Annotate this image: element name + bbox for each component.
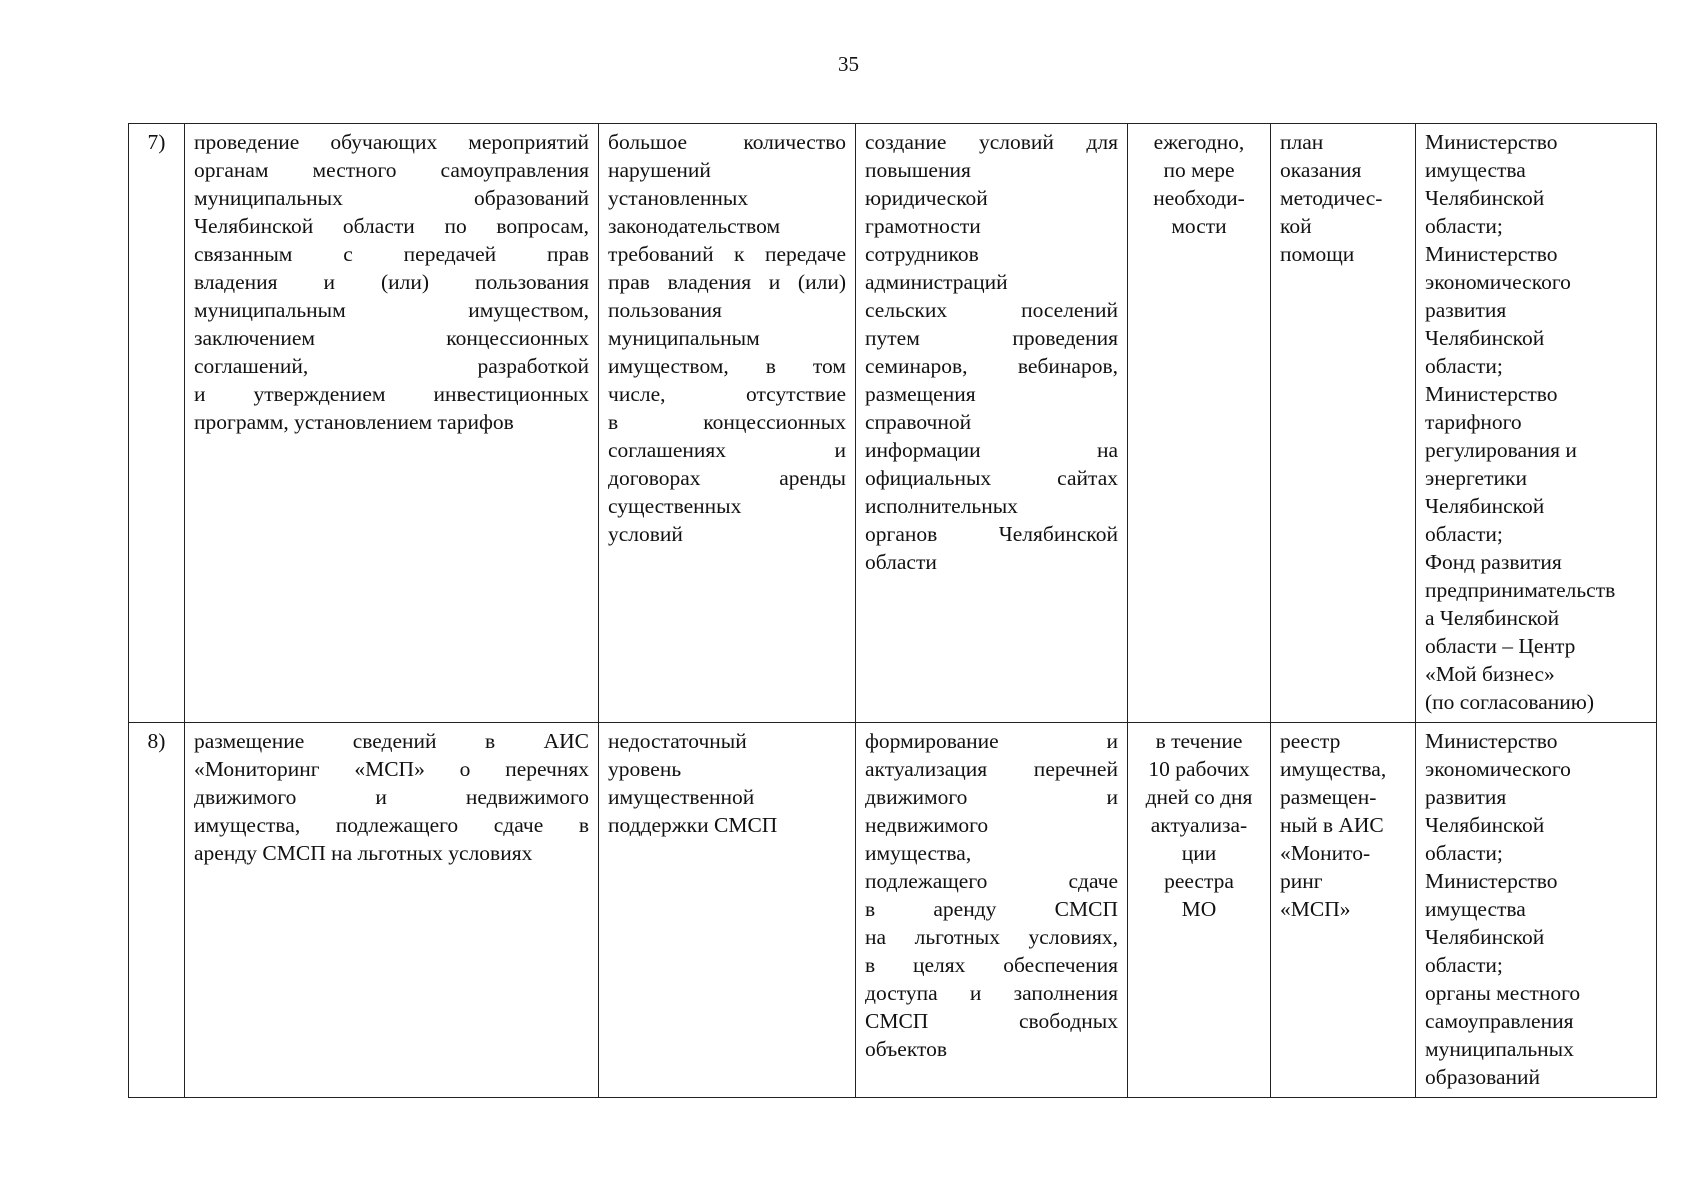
cell-line: справочной xyxy=(865,410,972,434)
cell-line: договорах аренды xyxy=(608,466,846,490)
document-cell xyxy=(1271,723,1416,1098)
cell-line: ный в АИС xyxy=(1280,813,1384,837)
measure-cell xyxy=(185,723,599,1098)
deadline-cell xyxy=(1128,723,1271,1098)
result-cell xyxy=(856,124,1128,723)
cell-line: большое количество xyxy=(608,130,846,154)
cell-line: в аренду СМСП xyxy=(865,897,1118,921)
cell-line: Челябинской xyxy=(1425,326,1545,350)
cell-line: имущества xyxy=(1425,897,1526,921)
cell-line: ежегодно, xyxy=(1153,130,1245,154)
cell-line: владения и (или) пользования xyxy=(194,270,589,294)
cell-line: помощи xyxy=(1280,242,1355,266)
cell-line: заключением концессионных xyxy=(194,326,589,350)
cell-line: подлежащего сдаче xyxy=(865,869,1118,893)
cell-line: размещение сведений в АИС xyxy=(194,729,589,753)
cell-line: администраций xyxy=(865,270,1008,294)
cell-line: сотрудников xyxy=(865,242,979,266)
cell-line: Министерство xyxy=(1425,130,1558,154)
executors-cell xyxy=(1416,723,1657,1098)
cell-line: области; xyxy=(1425,214,1503,238)
cell-line: имущества, подлежащего сдаче в xyxy=(194,813,589,837)
cell-line: соглашениях и xyxy=(608,438,846,462)
cell-line: реестра xyxy=(1164,869,1234,893)
cell-line: «Монито- xyxy=(1280,841,1371,865)
cell-line: требований к передаче xyxy=(608,242,846,266)
result-cell xyxy=(856,723,1128,1098)
cell-line: тарифного xyxy=(1425,410,1522,434)
cell-line: сельских поселений xyxy=(865,298,1118,322)
cell-line: «Мой бизнес» xyxy=(1425,662,1555,686)
cell-line: путем проведения xyxy=(865,326,1118,350)
table-row xyxy=(129,723,1657,1098)
cell-line: и утверждением инвестиционных xyxy=(194,382,589,406)
cell-line: в целях обеспечения xyxy=(865,953,1118,977)
cell-line: муниципальным xyxy=(608,326,760,350)
cell-line: движимого и xyxy=(865,785,1118,809)
cell-line: энергетики xyxy=(1425,466,1527,490)
cell-line: Челябинской xyxy=(1425,186,1545,210)
cell-line: уровень xyxy=(608,757,682,781)
cell-line: области; xyxy=(1425,953,1503,977)
cell-line: экономического xyxy=(1425,270,1571,294)
cell-line: методичес- xyxy=(1280,186,1383,210)
cell-line: а Челябинской xyxy=(1425,606,1560,630)
cell-line: имущественной xyxy=(608,785,755,809)
cell-line: области; xyxy=(1425,354,1503,378)
cell-line: органам местного самоуправления xyxy=(194,158,589,182)
cell-line: актуализация перечней xyxy=(865,757,1118,781)
document-cell xyxy=(1271,124,1416,723)
cell-line: размещения xyxy=(865,382,976,406)
cell-line: муниципальных xyxy=(1425,1037,1574,1061)
cell-line: имущества xyxy=(1425,158,1526,182)
cell-line: органы местного xyxy=(1425,981,1581,1005)
cell-line: СМСП свободных xyxy=(865,1009,1118,1033)
row-number: 8) xyxy=(129,723,185,1098)
cell-line: ции xyxy=(1181,841,1217,865)
cell-line: Челябинской области по вопросам, xyxy=(194,214,589,238)
cell-line: развития xyxy=(1425,298,1507,322)
table-row xyxy=(129,124,1657,723)
cell-line: ринг xyxy=(1280,869,1323,893)
cell-line: создание условий для xyxy=(865,130,1118,154)
cell-line: дней со дня xyxy=(1145,785,1253,809)
cell-line: необходи- xyxy=(1153,186,1245,210)
cell-line: экономического xyxy=(1425,757,1571,781)
cell-line: (по согласованию) xyxy=(1425,690,1595,714)
cell-line: области; xyxy=(1425,522,1503,546)
cell-line: пользования xyxy=(608,298,722,322)
cell-line: законодательством xyxy=(608,214,781,238)
cell-line: недостаточный xyxy=(608,729,747,753)
cell-line: объектов xyxy=(865,1037,947,1061)
cell-line: Министерство xyxy=(1425,242,1558,266)
cell-line: Министерство xyxy=(1425,869,1558,893)
cell-line: МО xyxy=(1181,897,1217,921)
cell-line: существенных xyxy=(608,494,742,518)
problem-cell xyxy=(599,723,856,1098)
cell-line: области – Центр xyxy=(1425,634,1576,658)
cell-line: семинаров, вебинаров, xyxy=(865,354,1118,378)
cell-line: нарушений xyxy=(608,158,711,182)
row-number: 7) xyxy=(129,124,185,723)
cell-line: информации на xyxy=(865,438,1118,462)
cell-line: движимого и недвижимого xyxy=(194,785,589,809)
cell-line: по мере xyxy=(1163,158,1235,182)
cell-line: недвижимого xyxy=(865,813,989,837)
cell-line: «Мониторинг «МСП» о перечнях xyxy=(194,757,589,781)
executors-cell xyxy=(1416,124,1657,723)
cell-line: Министерство xyxy=(1425,729,1558,753)
cell-line: муниципальных образований xyxy=(194,186,589,210)
cell-line: исполнительных xyxy=(865,494,1018,518)
page-number: 35 xyxy=(838,52,859,76)
cell-line: «МСП» xyxy=(1280,897,1351,921)
cell-line: имущества, xyxy=(1280,757,1387,781)
problem-cell xyxy=(599,124,856,723)
measure-cell xyxy=(185,124,599,723)
cell-line: Фонд развития xyxy=(1425,550,1562,574)
cell-line: условий xyxy=(608,522,683,546)
cell-line: проведение обучающих мероприятий xyxy=(194,130,589,154)
cell-line: регулирования и xyxy=(1425,438,1577,462)
cell-line: грамотности xyxy=(865,214,981,238)
cell-line: программ, установлением тарифов xyxy=(194,410,514,434)
cell-line: Министерство xyxy=(1425,382,1558,406)
cell-line: на льготных условиях, xyxy=(865,925,1118,949)
cell-line: муниципальным имуществом, xyxy=(194,298,589,322)
cell-line: установленных xyxy=(608,186,749,210)
cell-line: органов Челябинской xyxy=(865,522,1118,546)
cell-line: доступа и заполнения xyxy=(865,981,1118,1005)
cell-line: поддержки СМСП xyxy=(608,813,778,837)
cell-line: Челябинской xyxy=(1425,813,1545,837)
cell-line: развития xyxy=(1425,785,1507,809)
cell-line: соглашений, разработкой xyxy=(194,354,589,378)
cell-line: повышения xyxy=(865,158,971,182)
cell-line: имущества, xyxy=(865,841,972,865)
cell-line: формирование и xyxy=(865,729,1118,753)
cell-line: мости xyxy=(1171,214,1227,238)
cell-line: 10 рабочих xyxy=(1148,757,1250,781)
cell-line: Челябинской xyxy=(1425,494,1545,518)
cell-line: кой xyxy=(1280,214,1312,238)
cell-line: области xyxy=(865,550,937,574)
cell-line: прав владения и (или) xyxy=(608,270,846,294)
measures-table xyxy=(128,123,1657,1098)
cell-line: юридической xyxy=(865,186,988,210)
cell-line: аренду СМСП на льготных условиях xyxy=(194,841,533,865)
deadline-cell xyxy=(1128,124,1271,723)
cell-line: образований xyxy=(1425,1065,1541,1089)
cell-line: реестр xyxy=(1280,729,1341,753)
cell-line: в концессионных xyxy=(608,410,846,434)
cell-line: связанным с передачей прав xyxy=(194,242,589,266)
cell-line: официальных сайтах xyxy=(865,466,1118,490)
cell-line: план xyxy=(1280,130,1324,154)
cell-line: самоуправления xyxy=(1425,1009,1574,1033)
cell-line: числе, отсутствие xyxy=(608,382,846,406)
cell-line: оказания xyxy=(1280,158,1362,182)
cell-line: Челябинской xyxy=(1425,925,1545,949)
cell-line: актуализа- xyxy=(1150,813,1248,837)
cell-line: в течение xyxy=(1155,729,1243,753)
cell-line: области; xyxy=(1425,841,1503,865)
cell-line: имуществом, в том xyxy=(608,354,846,378)
cell-line: предпринимательств xyxy=(1425,578,1616,602)
cell-line: размещен- xyxy=(1280,785,1377,809)
